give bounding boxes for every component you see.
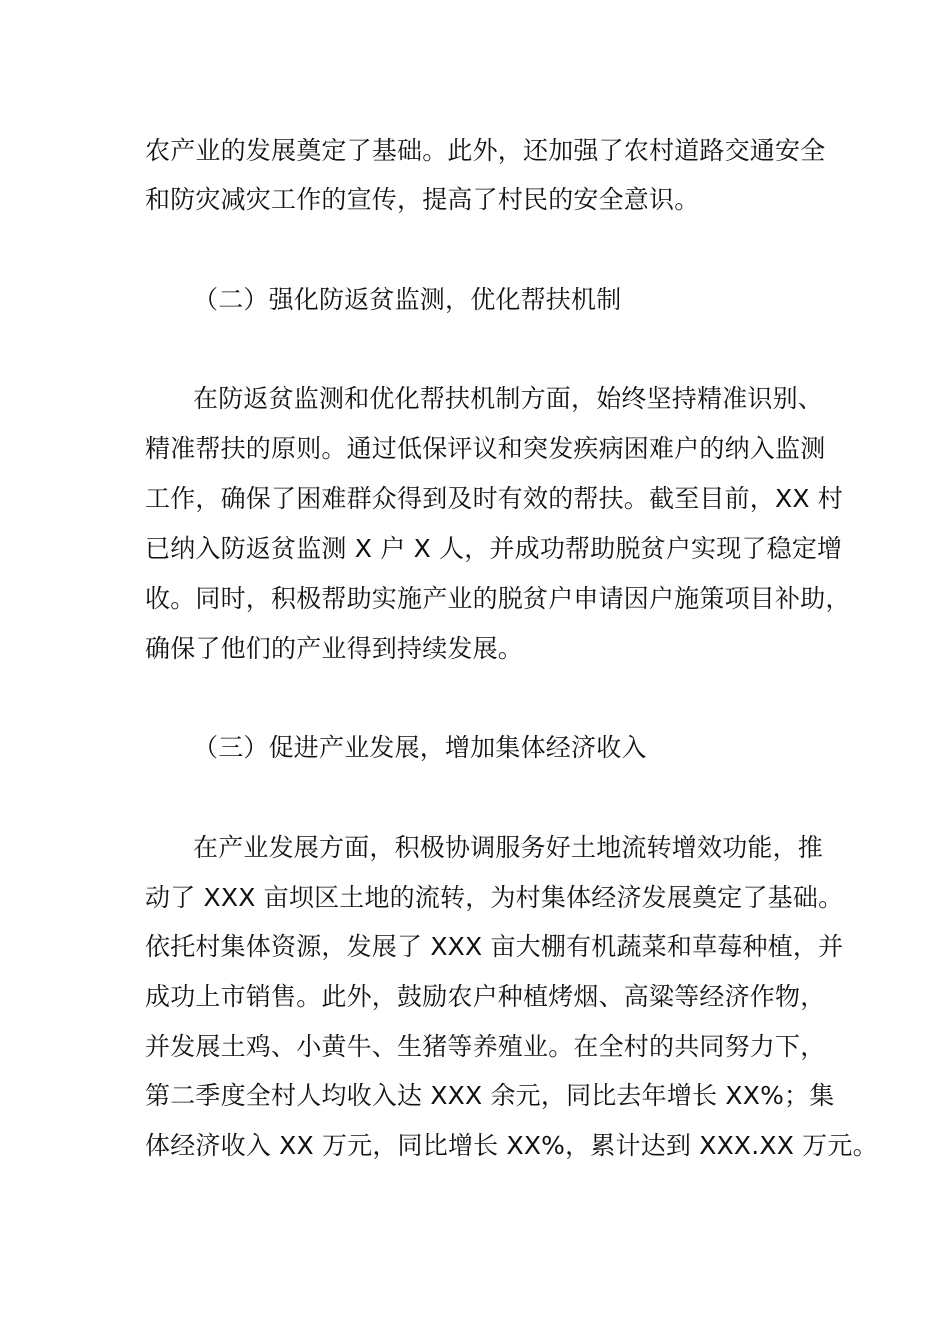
- text-line: 和防灾减灾工作的宣传，提高了村民的安全意识。: [145, 185, 700, 214]
- text-line: 在防返贫监测和优化帮扶机制方面，始终坚持精准识别、: [193, 384, 824, 413]
- text-line: 精准帮扶的原则。通过低保评议和突发疾病困难户的纳入监测: [145, 434, 826, 463]
- section-heading-3: （三）促进产业发展，增加集体经济收入: [193, 733, 647, 762]
- text-line: 确保了他们的产业得到持续发展。: [145, 634, 524, 663]
- text-line: 农产业的发展奠定了基础。此外，还加强了农村道路交通安全: [145, 136, 826, 165]
- text-line: 成功上市销售。此外，鼓励农户种植烤烟、高粱等经济作物，: [145, 982, 826, 1011]
- text-line: 体经济收入 XX 万元，同比增长 XX%，累计达到 XXX.XX 万元。: [145, 1131, 878, 1160]
- text-line: 在产业发展方面，积极协调服务好土地流转增效功能，推: [193, 833, 824, 862]
- text-line: 收。同时，积极帮助实施产业的脱贫户申请因户施策项目补助，: [145, 584, 851, 613]
- text-line: 动了 XXX 亩坝区土地的流转，为村集体经济发展奠定了基础。: [145, 883, 844, 912]
- text-line: 工作，确保了困难群众得到及时有效的帮扶。截至目前，XX 村: [145, 484, 844, 513]
- text-line: 依托村集体资源，发展了 XXX 亩大棚有机蔬菜和草莓种植，并: [145, 932, 844, 961]
- text-line: 并发展土鸡、小黄牛、生猪等养殖业。在全村的共同努力下，: [145, 1032, 826, 1061]
- section-heading-2: （二）强化防返贫监测，优化帮扶机制: [193, 285, 622, 314]
- text-line: 第二季度全村人均收入达 XXX 余元，同比去年增长 XX%；集: [145, 1081, 835, 1110]
- text-line: 已纳入防返贫监测 X 户 X 人，并成功帮助脱贫户实现了稳定增: [145, 534, 843, 563]
